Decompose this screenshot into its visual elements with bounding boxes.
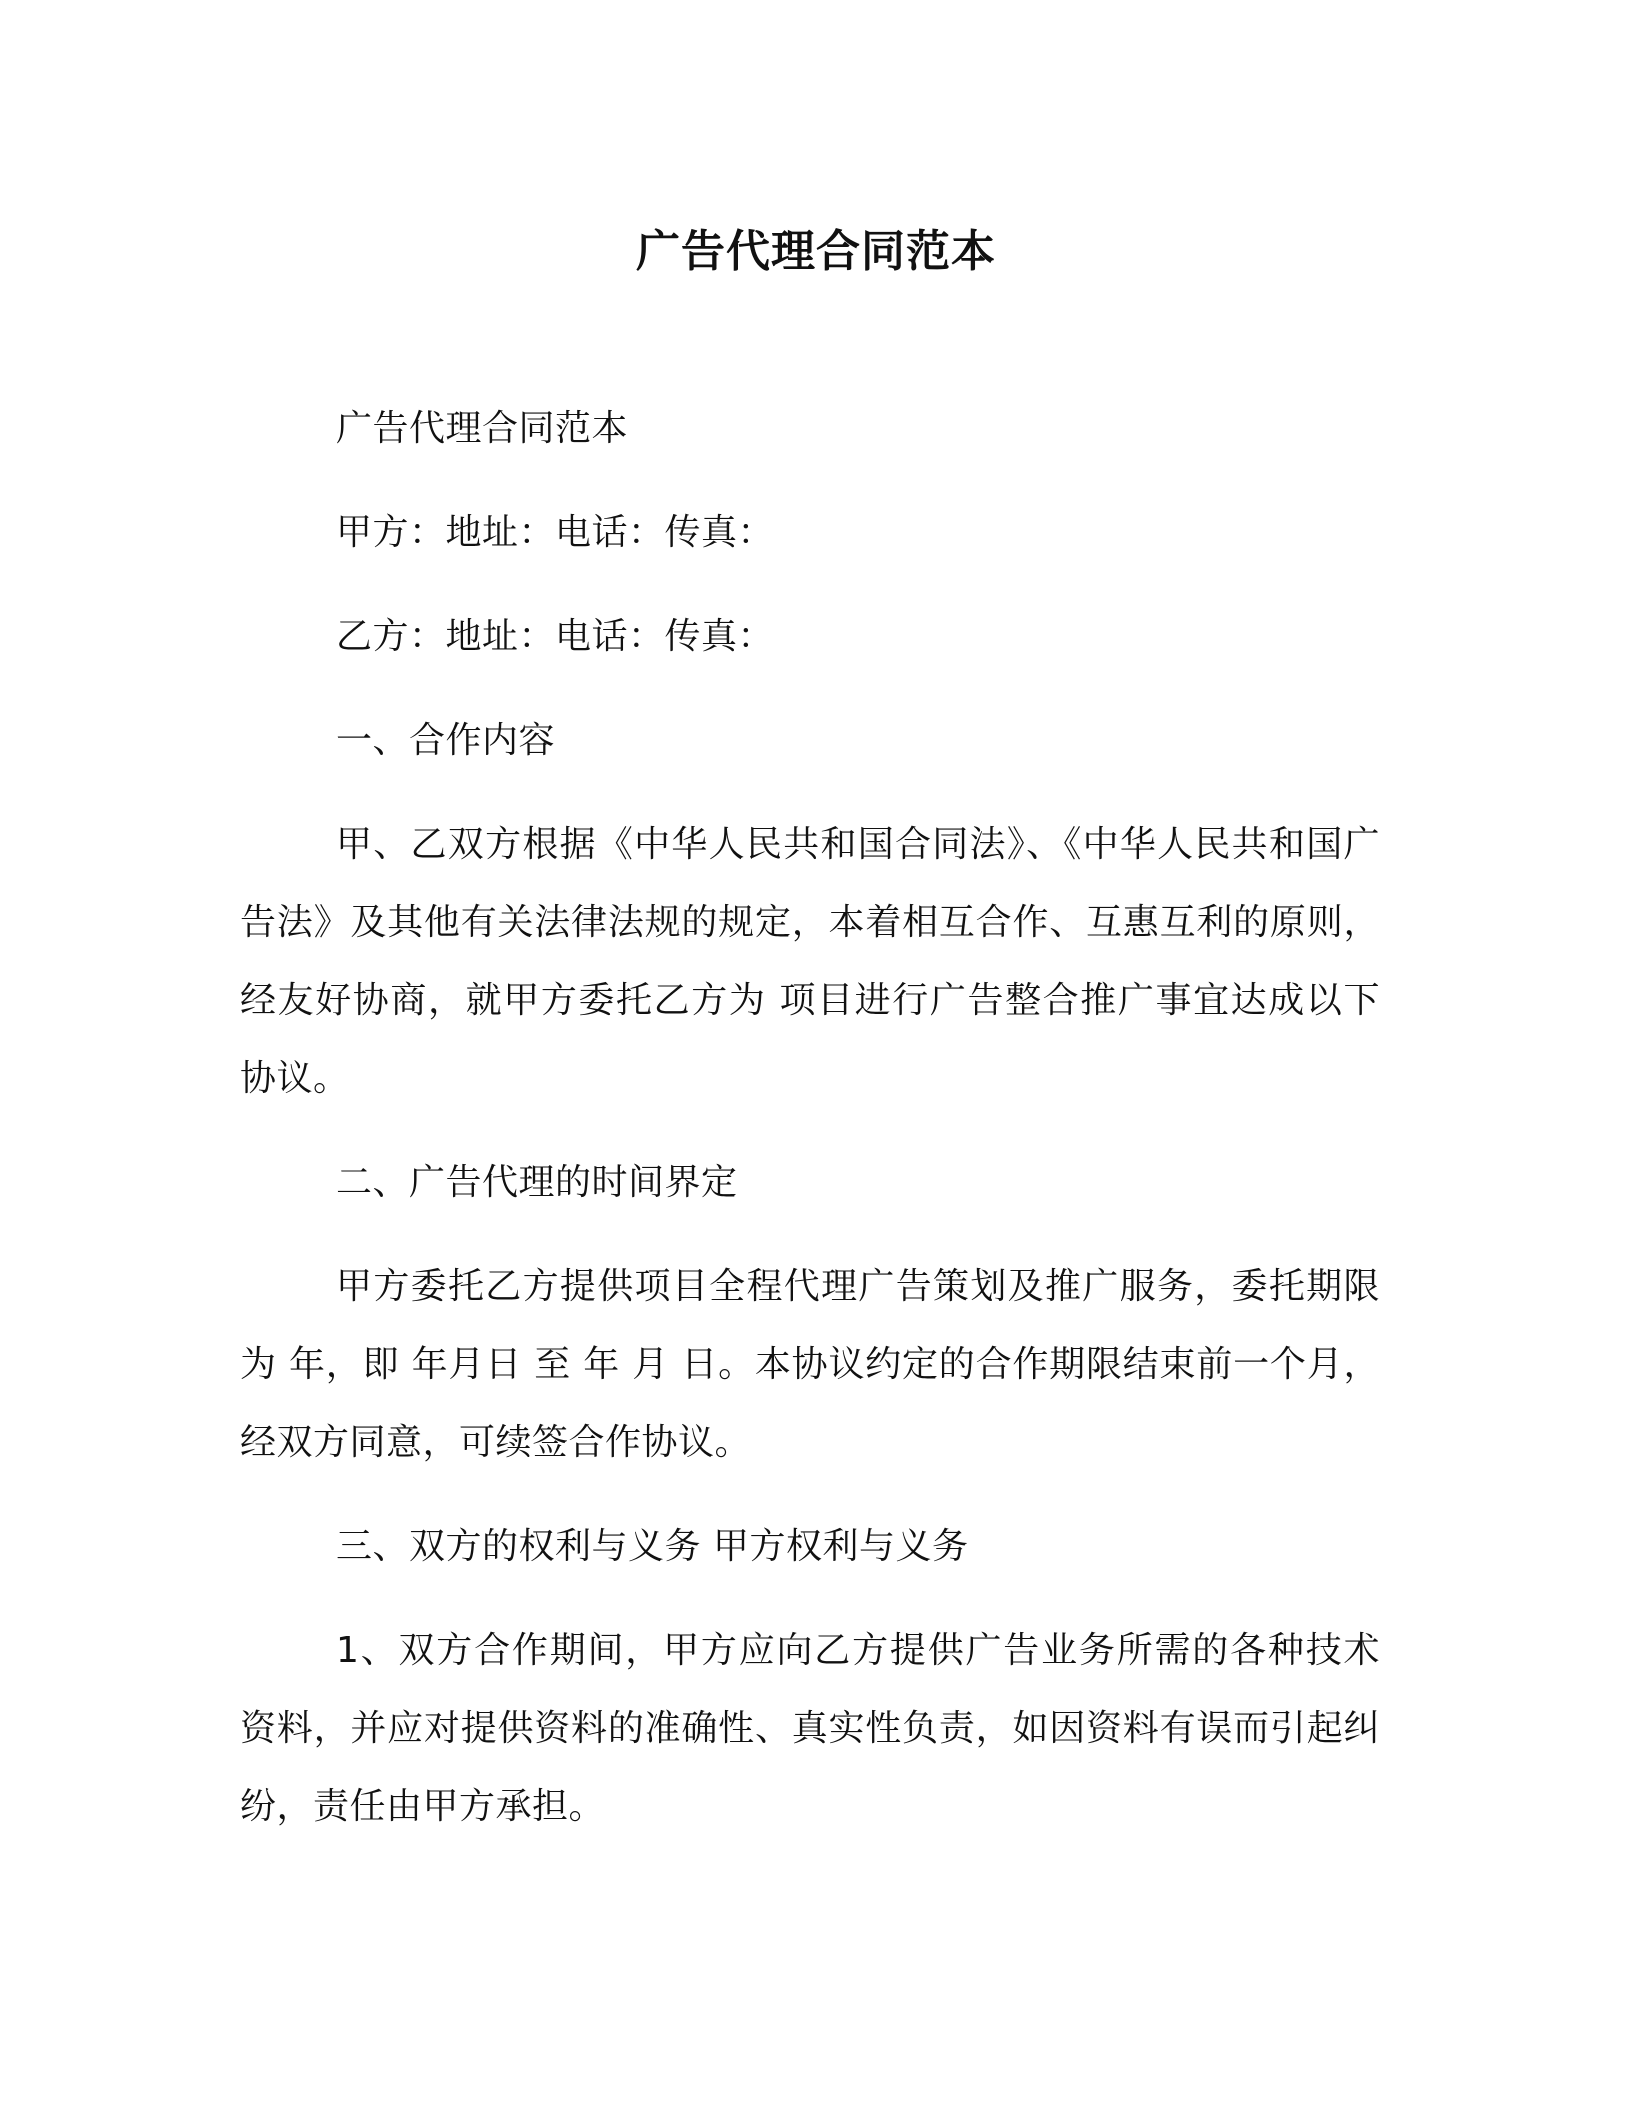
section-heading-cooperation: 一、合作内容 — [336, 720, 556, 761]
document-body — [240, 390, 1380, 1872]
paragraph-party-b: 乙方：地址：电话：传真： — [336, 616, 775, 657]
section-heading-rights: 三、双方的权利与义务 甲方权利与义务 — [336, 1526, 969, 1567]
paragraph-time-content: 甲方委托乙方提供项目全程代理广告策划及推广服务，委托期限为 年，即 年月日 至 年 月 日。本协议约定的合作期限结束前一个月，经双方同意，可续签合作协议。 — [240, 1266, 1380, 1463]
paragraph-party-a: 甲方：地址：电话：传真： — [336, 512, 775, 553]
paragraph-rights-item-1: 1、双方合作期间，甲方应向乙方提供广告业务所需的各种技术资料，并应对提供资料的准确性、真实性负责，如因资料有误而引起纠纷，责任由甲方承担。 — [240, 1630, 1380, 1827]
section-heading-time: 二、广告代理的时间界定 — [336, 1162, 738, 1203]
document-title: 广告代理合同范本 — [636, 226, 996, 277]
paragraph-cooperation-content: 甲、乙双方根据《中华人民共和国合同法》、《中华人民共和国广告法》及其他有关法律法规的规定，本着相互合作、互惠互利的原则，经友好协商，就甲方委托乙方为 项目进行广告整合推广事宜达成以下协议。 — [240, 824, 1380, 1099]
paragraph-subtitle: 广告代理合同范本 — [336, 408, 629, 449]
